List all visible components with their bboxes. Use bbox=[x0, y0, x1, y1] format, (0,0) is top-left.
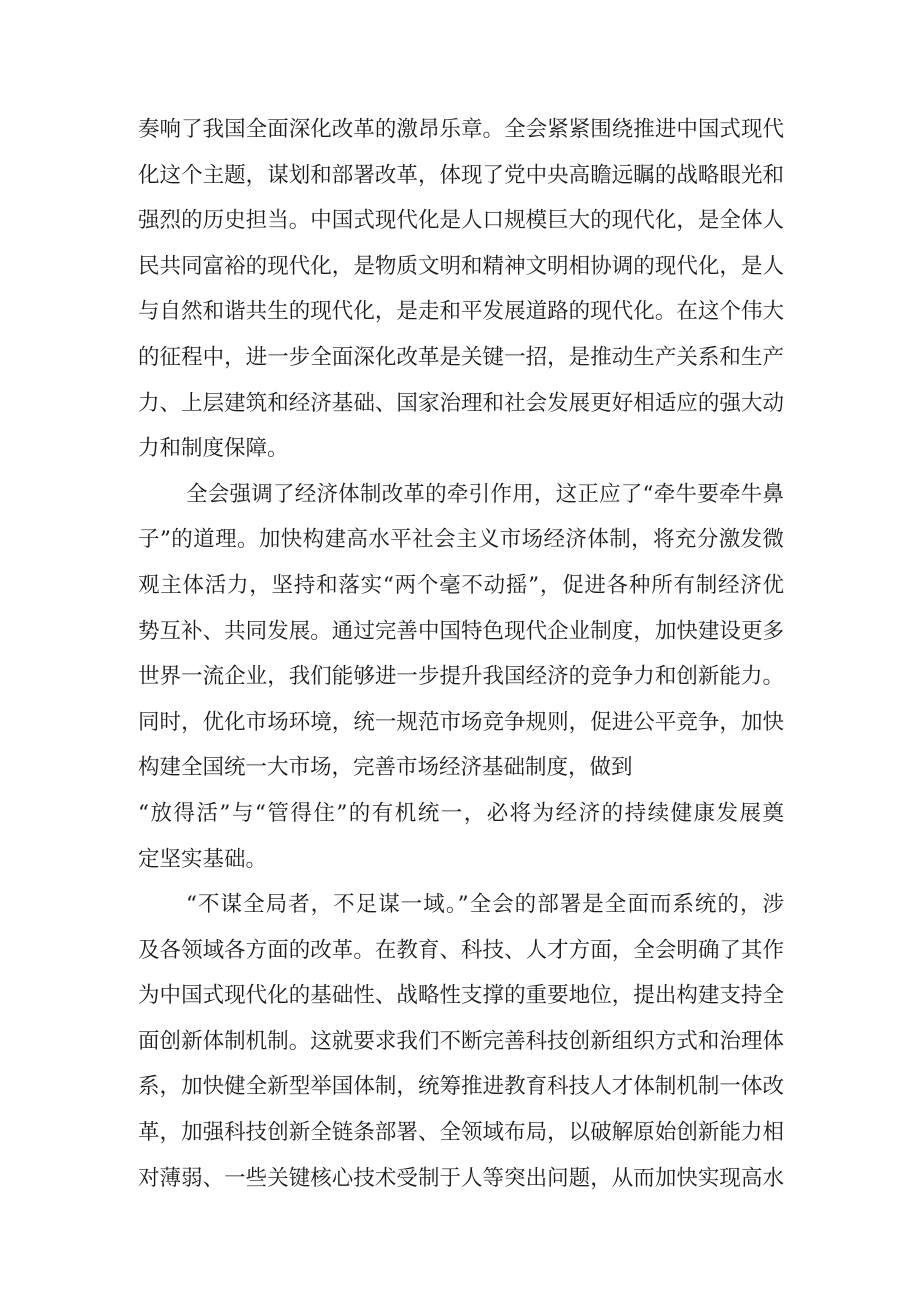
text-line: 定坚实基础。 bbox=[138, 846, 268, 872]
body-text bbox=[138, 107, 784, 1201]
paragraph bbox=[138, 472, 784, 882]
text-line: 观主体活力，坚持和落实“两个毫不动摇”，促进各种所有制经济优 bbox=[138, 572, 784, 598]
text-line: 力和制度保障。 bbox=[138, 436, 289, 462]
text-line: 面创新体制机制。这就要求我们不断完善科技创新组织方式和治理体 bbox=[138, 1028, 784, 1054]
text-line: 革，加强科技创新全链条部署、全领域布局，以破解原始创新能力相 bbox=[138, 1120, 784, 1146]
text-line: 与自然和谐共生的现代化，是走和平发展道路的现代化。在这个伟大 bbox=[138, 299, 784, 325]
text-line: “不谋全局者，不足谋一域。”全会的部署是全面而系统的，涉 bbox=[186, 892, 784, 918]
text-line: 奏响了我国全面深化改革的激昂乐章。全会紧紧围绕推进中国式现代 bbox=[138, 117, 784, 142]
text-line: “放得活”与“管得住”的有机统一，必将为经济的持续健康发展奠 bbox=[138, 800, 784, 826]
text-line: 系，加快健全新型举国体制，统筹推进教育科技人才体制机制一体改 bbox=[138, 1074, 784, 1100]
text-line: 同时，优化市场环境，统一规范市场竞争规则，促进公平竞争，加快 bbox=[138, 709, 784, 735]
text-line: 构建全国统一大市场，完善市场经济基础制度，做到 bbox=[138, 755, 633, 781]
paragraph bbox=[138, 107, 784, 472]
text-line: 民共同富裕的现代化，是物质文明和精神文明相协调的现代化，是人 bbox=[138, 253, 784, 279]
text-line: 为中国式现代化的基础性、战略性支撑的重要地位，提出构建支持全 bbox=[138, 983, 784, 1009]
paragraph bbox=[138, 882, 784, 1201]
text-line: 世界一流企业，我们能够进一步提升我国经济的竞争力和创新能力。 bbox=[138, 664, 784, 690]
text-line: 势互补、共同发展。通过完善中国特色现代企业制度，加快建设更多 bbox=[138, 618, 784, 644]
text-line: 及各领域各方面的改革。在教育、科技、人才方面，全会明确了其作 bbox=[138, 937, 784, 963]
text-line: 强烈的历史担当。中国式现代化是人口规模巨大的现代化，是全体人 bbox=[138, 208, 784, 234]
text-line: 化这个主题，谋划和部署改革，体现了党中央高瞻远瞩的战略眼光和 bbox=[138, 162, 784, 188]
text-line: 的征程中，进一步全面深化改革是关键一招，是推动生产关系和生产 bbox=[138, 344, 784, 370]
text-line: 子”的道理。加快构建高水平社会主义市场经济体制，将充分激发微 bbox=[138, 527, 784, 553]
text-line: 全会强调了经济体制改革的牵引作用，这正应了“牵牛要牵牛鼻 bbox=[186, 481, 784, 507]
text-line: 对薄弱、一些关键核心技术受制于人等突出问题，从而加快实现高水 bbox=[138, 1165, 784, 1191]
text-line: 力、上层建筑和经济基础、国家治理和社会发展更好相适应的强大动 bbox=[138, 390, 784, 416]
